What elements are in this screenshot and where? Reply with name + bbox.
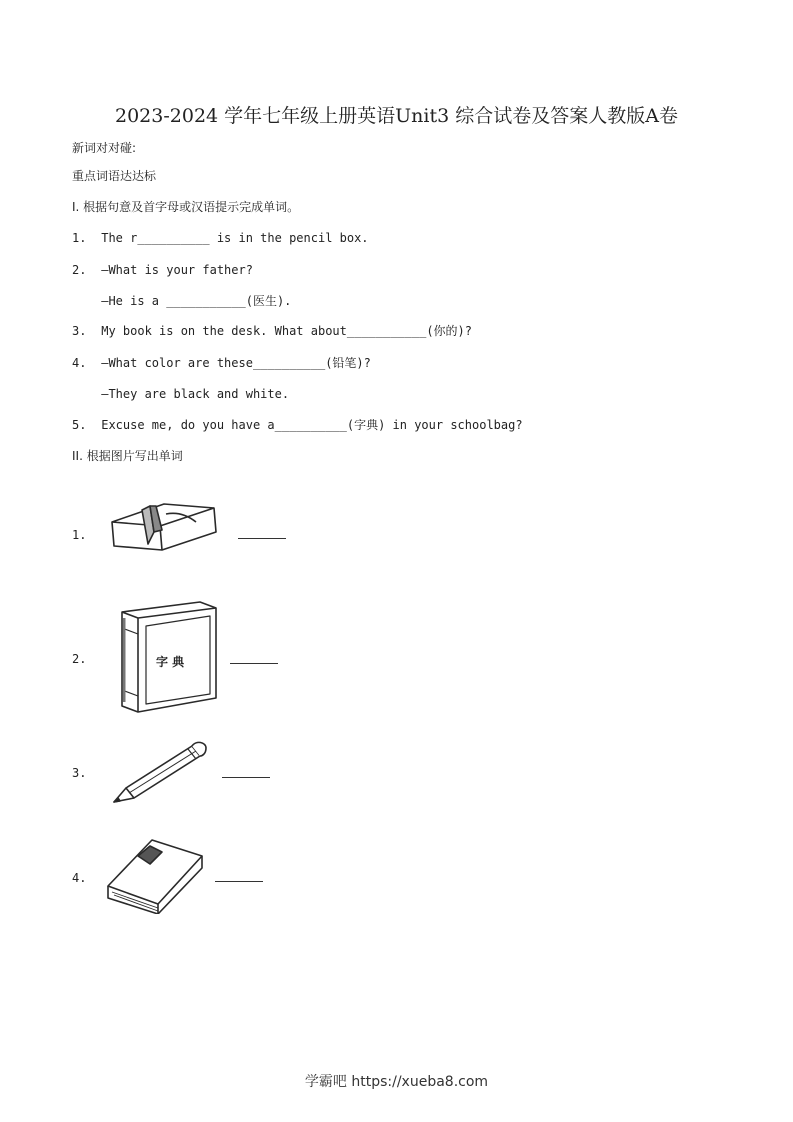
question-text: Excuse me, do you have a__________(字典) in your schoolbag? (94, 418, 523, 432)
question-number: 5. (72, 418, 87, 432)
page-title: 2023-2024 学年七年级上册英语Unit3 综合试卷及答案人教版A卷 (115, 105, 678, 127)
footer-watermark: 学霸吧 https://xueba8.com (304, 1074, 489, 1090)
section-2-heading: II. 根据图片写出单词 (72, 449, 183, 463)
intro-line-1: 新词对对碰: (72, 141, 137, 155)
question-text-continued: —He is a ___________(医生). (94, 294, 292, 308)
dictionary-cover-text: 字 典 (156, 655, 185, 669)
answer-blank[interactable] (230, 663, 278, 664)
dictionary-icon (116, 598, 222, 718)
picture-question-number: 2. (72, 652, 87, 666)
pencil-icon (108, 736, 212, 806)
picture-question-number: 1. (72, 528, 87, 542)
picture-question-number: 4. (72, 871, 87, 885)
question-text: The r__________ is in the pencil box. (94, 231, 369, 245)
intro-line-2: 重点词语达达标 (72, 169, 157, 183)
question-text-continued: —They are black and white. (94, 387, 290, 401)
question-number: 4. (72, 356, 87, 370)
eraser-icon (104, 492, 226, 554)
answer-blank[interactable] (222, 777, 270, 778)
picture-question-number: 3. (72, 766, 87, 780)
question-text: —What is your father? (94, 263, 253, 277)
section-1-heading: I. 根据句意及首字母或汉语提示完成单词。 (72, 200, 300, 214)
question-number: 1. (72, 231, 87, 245)
book-icon (104, 832, 206, 914)
question-text: —What color are these__________(铅笔)? (94, 356, 371, 370)
answer-blank[interactable] (238, 538, 286, 539)
question-text: My book is on the desk. What about___________(你的)? (94, 324, 473, 338)
question-number: 3. (72, 324, 87, 338)
answer-blank[interactable] (215, 881, 263, 882)
question-number: 2. (72, 263, 87, 277)
